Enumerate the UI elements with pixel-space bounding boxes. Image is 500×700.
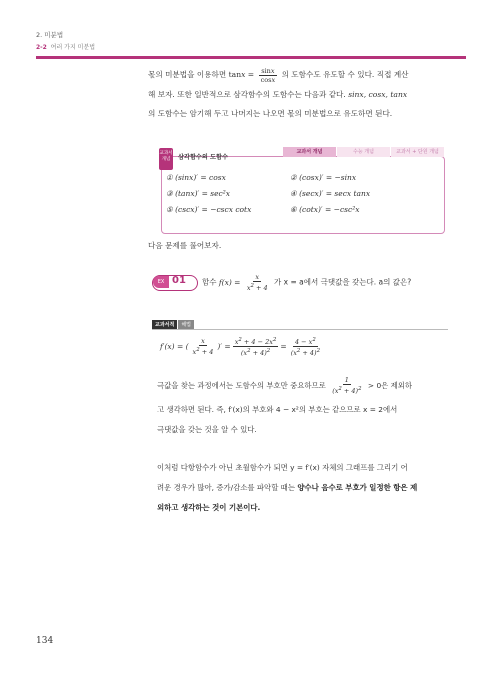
question-pre: 함수: [202, 277, 217, 287]
formula-6: ⑥ (cotx)′ = −csc²x: [290, 205, 360, 214]
exercise-prompt: 다음 문제를 풀어보자.: [148, 241, 222, 250]
closing-line2-plain: 려운 경우가 많아, 증가/감소를 파악할 때는: [157, 483, 295, 492]
formula-2: ② (cosx)′ = −sinx: [290, 173, 357, 182]
intro-line1-pre: 몫의 미분법을 이용하면: [148, 70, 227, 79]
intro-line2: 해 보자. 또한 일반적으로 삼각함수의 도함수는 다음과 같다.: [148, 89, 346, 99]
formula-3: ③ (tanx)′ = sec²x: [166, 189, 230, 198]
derivative-equation: f′(x) = ( $\frac{x}{x^2 + 4}$ )′ = $\frac{x^2 + 4 - 2x^2}{(x^2 + 4)^2}$ = $\frac{4 - x^2}{(x^2 + 4)^2}$: [160, 337, 321, 358]
example-question: [202, 273, 411, 292]
intro-paragraph: [148, 65, 448, 124]
closing-line2-bold: 양수나 음수로 부호가 일정한 항은 제: [297, 483, 418, 492]
solution-line1-text: 극값을 찾는 과정에서는 도함수의 부호만 중요하므로: [157, 381, 326, 390]
solution-tag-method: 해법: [178, 320, 194, 329]
intro-line-2: [148, 85, 448, 105]
tag-textbook-concept: 교과서 개념: [283, 147, 336, 157]
header-rule: [36, 56, 466, 59]
closing-line-3: 외하고 생각하는 것이 기본이다.: [157, 503, 261, 512]
solution-line-2: 고 생각하면 된다. 즉, f′(x)의 부호와 4 − x²의 부호는 같으므로 x = 2에서: [157, 405, 398, 414]
solution-paragraph: [157, 376, 450, 440]
formula-4: ④ (secx)′ = secx tanx: [290, 189, 371, 198]
formula-1: ① (sinx)′ = cosx: [166, 173, 226, 182]
solution-line-1: [157, 376, 450, 396]
page-number: 134: [36, 636, 54, 646]
tan-quotient-formula: tanx = $\frac{\sin x}{\cos x}$: [228, 66, 276, 84]
solution-line1-tail: > 0은 제외하: [367, 381, 413, 390]
solution-divider: [152, 329, 448, 330]
closing-line-1: 이처럼 다항함수가 아닌 초월함수가 되면 y = f′(x) 자체의 그래프를 그리기 어: [157, 463, 408, 472]
solution-tag-textbook: 교과서적: [152, 320, 177, 329]
section-name: 여러 가지 미분법: [50, 44, 96, 51]
chapter-title: 2. 미분법: [36, 31, 64, 39]
concept-tags: [283, 147, 445, 157]
positive-denominator: $\frac{1}{(x^2 + 4)^2}$: [332, 376, 362, 396]
closing-paragraph: [157, 458, 450, 518]
solution-tags: [152, 320, 194, 329]
section-title: [36, 42, 466, 51]
tag-suneung-concept: 수능 개념: [337, 147, 390, 157]
example-number: 01: [172, 275, 186, 286]
intro-funcs: sinx, cosx, tanx: [348, 89, 408, 99]
concept-tab-badge: 교과서 개념: [159, 148, 173, 170]
closing-line-2: [157, 478, 450, 498]
section-number: 2-2: [36, 44, 47, 51]
intro-line1-post: 의 도함수도 유도할 수 있다. 직접 계산: [281, 70, 409, 79]
running-header: [36, 30, 466, 51]
tag-unit-concept: 교과서 + 단원 개념: [391, 147, 444, 157]
formula-5: ⑤ (cscx)′ = −cscx cotx: [166, 205, 252, 214]
intro-line-1: [148, 65, 448, 85]
example-label: EX: [153, 276, 169, 288]
box-title: 삼각함수의 도함수: [178, 154, 228, 161]
question-function: f(x) = $\frac{x}{x^2 + 4}$: [218, 273, 268, 293]
intro-line-3: 의 도함수는 암기해 두고 나머지는 나오면 몫의 미분법으로 유도하면 된다.: [148, 109, 393, 118]
solution-line-3: 극댓값을 갖는 것을 알 수 있다.: [157, 425, 257, 434]
question-post: 가 x = a에서 극댓값을 갖는다. a의 값은?: [274, 277, 412, 287]
